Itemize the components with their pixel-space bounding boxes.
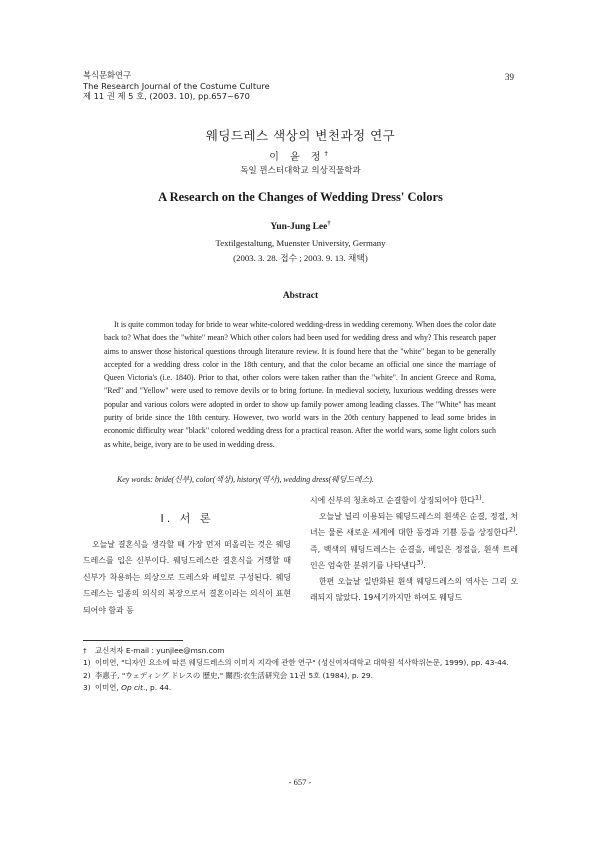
volume-info: 제 11 권 제 5 호, (2003. 10), pp.657~670 [83,91,250,101]
author-english [83,219,518,232]
footnote-text: 이미연, "디자인 요소에 따른 웨딩드레스의 이미지 지각에 관한 연구" (성신여자대학교 대학원 석사학위논문, 1999), pp. 43-44. [95,658,509,668]
footnote-2 [83,670,523,682]
author-korean [83,148,518,163]
footnote-1 [83,657,523,669]
carryover-text: 시에 신부의 청초하고 순결함이 상징되어야 한다 [310,496,475,505]
paragraph-1-text: 오늘날 널리 이용되는 웨딩드레스의 흰색은 순결, 정절, 처녀는 물론 새로운 세계에 대한 동경과 기쁨 등을 상징한다 [310,512,518,538]
footnote-corresponding [83,645,523,657]
section-heading-introduction: Ⅰ. 서 론 [160,512,214,525]
affiliation-english: Textilgestaltung, Muenster University, Germany [215,238,386,248]
body-right-paragraph-1: 오늘날 널리 이용되는 웨딩드레스의 흰색은 순결, 정절, 처녀는 물론 새로운 세계에 대한 동경과 기쁨 등을 상징한다$^{2)}$. 즉, 백색의 웨딩드레스는 순결을, 베일은 정절을, 흰색 트레인은 엄숙한 분위기를 나타낸다$^{3)}$. [310,512,518,571]
page-number-bottom: - 657 - [288,777,312,787]
body-left-paragraph: 오늘날 결혼식을 생각할 때 가장 먼저 떠올리는 것은 웨딩드레스를 입은 신부이다. 웨딩드레스란 결혼식을 거행할 때 신부가 착용하는 의상으로 드레스와 베일로 구성된다. 웨딩드레스는 일종의 의식의 복장으로서 결혼이라는 의식이 표현되어야 함과 동 [83,540,291,615]
journal-header [83,70,270,102]
journal-name-en: The Research Journal of the Costume Culture [83,80,270,91]
footnote-text-author: 이미연, [95,682,122,692]
keywords: Key words: bride(신부), color(색상), history(역사), wedding dress(웨딩드레스). [117,475,374,484]
footnotes [83,645,523,694]
footnote-text: 교신저자 E-mail : yunjlee@msn.com [95,646,225,655]
abstract-body: It is quite common today for bride to wear white-colored wedding-dress in wedding ceremony. When does the color date back to? What does the "white" mean? Which other colors had been used for wedding dress and why? This research paper aims to answer those historical questions through literature review. It is found here that the "white" began to be generally accepted for a wedding dress color in the 18th century, and that the color became an official one since the marriage of Queen Victoria's (i.e. 1840). Prior to that, other colors were taken rather than the "white". In ancient Greece and Roma, "Red" and "Yellow" were used to remove devils or to bring fortune. In medieval society, luxurious wedding dresses were popular and various colors were adopted in order to show up family power among leading classes. The "White" has meant purity of bride since the 18th century. However, two world wars in the 20th century happened to lead some brides in economic difficulty wear "black" colored wedding dress for a practical reason. After the world wars, some light colors such as white, beige, ivory are to be used in wedding dress. [104,320,496,449]
author-english-name: Yun-Jung Lee [270,222,328,232]
footnote-mark: 1) [83,658,91,668]
body-right-paragraph-2: 한편 오늘날 일반화된 흰색 웨딩드레스의 역사는 그리 오래되지 않았다. 19세기까지만 하여도 웨딩드 [310,577,518,603]
footnote-mark: 2) [83,670,91,680]
journal-name-kr: 복식문화연구 [83,70,132,80]
received-accepted-dates: (2003. 3. 28. 접수 ; 2003. 9. 13. 채택) [233,253,368,263]
footnote-mark: 3) [83,682,91,692]
abstract-heading: Abstract [282,291,319,301]
author-english-mark: † [327,219,331,227]
page-number-top: 39 [505,72,514,82]
paragraph-1-tail: . 즉, 백색의 웨딩드레스는 순결을, 베일은 정절을, 흰색 트레인은 엄숙한 분위기를 나타낸다 [310,528,518,571]
footnote-ref-1: 1) [475,493,482,502]
footnote-3 [83,682,523,694]
affiliation-korean: 독일 뮌스터대학교 의상직물학과 [240,166,361,176]
title-english: A Research on the Changes of Wedding Dress' Colors [158,190,443,204]
footnote-divider [83,640,183,641]
footnote-ref-3: 3) [416,558,424,567]
footnote-mark: † [83,646,87,655]
footnote-ref-2: 2) [508,525,516,534]
author-mark: † [324,149,332,158]
footnote-text: 李惠子, "ウェディング ドレスの 歷史," 關西:衣生活研究会 11권 5호 (1984), p. 29. [95,670,373,680]
author-korean-name: 이 윤 정 [269,152,325,163]
title-korean: 웨딩드레스 색상의 변천과정 연구 [205,128,396,143]
footnote-text-opcit: Op cit [121,682,143,692]
footnote-text-page: ., p. 44. [143,682,172,692]
body-right-carryover: 시에 신부의 청초하고 순결함이 상징되어야 한다$^{1)}$. [310,493,485,505]
